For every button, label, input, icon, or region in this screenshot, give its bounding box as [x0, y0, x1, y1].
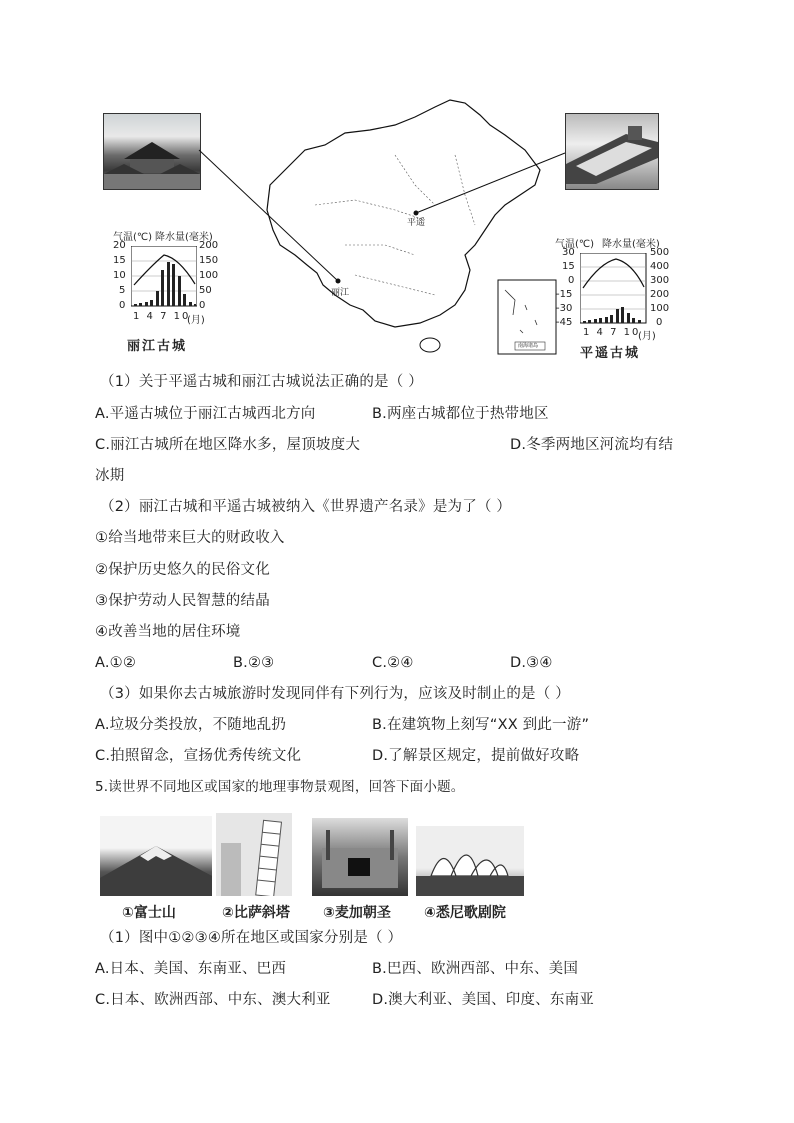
q5-1-stem: （1）图中①②③④所在地区或国家分别是（ ）	[100, 930, 403, 946]
right-tick-0: 0	[568, 275, 575, 286]
right-chart-xunit: (月)	[638, 331, 656, 342]
q1-option-d-cont: 冰期	[95, 468, 125, 484]
right-chart-caption: 平遥古城	[580, 346, 641, 361]
q3-option-a[interactable]: A.垃圾分类投放，不随地乱扔	[95, 717, 287, 733]
left-chart-xticks: 1 4 7 10	[133, 311, 191, 322]
left-chart-plot	[131, 246, 197, 308]
q3-option-b[interactable]: B.在建筑物上刻写“XX 到此一游”	[372, 717, 590, 733]
q2-option-b[interactable]: B.②③	[233, 655, 275, 671]
mountain-image	[100, 816, 212, 896]
right-rtick-500: 500	[650, 247, 670, 258]
mosque-image	[312, 818, 408, 896]
inset-label: 南海诸岛	[518, 343, 539, 349]
left-chart-caption: 丽江古城	[127, 339, 188, 354]
left-chart-rain-title: 降水量(毫米)	[155, 232, 213, 243]
right-chart-xticks: 1 4 7 10	[583, 327, 641, 338]
left-rtick-150: 150	[199, 255, 219, 266]
pisa-photo	[216, 813, 292, 896]
left-tick-20: 20	[113, 240, 126, 251]
figure-china-map	[95, 95, 705, 365]
q1-stem: （1）关于平遥古城和丽江古城说法正确的是（ ）	[100, 374, 423, 390]
q1-option-b[interactable]: B.两座古城都位于热带地区	[372, 406, 549, 422]
left-tick-10: 10	[113, 270, 126, 281]
left-chart-xunit: (月)	[187, 315, 205, 326]
left-rtick-200: 200	[199, 240, 219, 251]
q5-1-option-c[interactable]: C.日本、欧洲西部、中东、澳大利亚	[95, 992, 331, 1008]
q3-option-d[interactable]: D.了解景区规定，提前做好攻略	[372, 748, 580, 764]
left-chart-temp-title: 气温(℃)	[113, 232, 153, 243]
right-tick-m15: -15	[556, 289, 573, 300]
q5-1-option-a[interactable]: A.日本、美国、东南亚、巴西	[95, 961, 287, 977]
q2-stem: （2）丽江古城和平遥古城被纳入《世界遗产名录》是为了（ ）	[100, 499, 512, 515]
sydney-photo	[416, 826, 524, 896]
q1-option-a[interactable]: A.平遥古城位于丽江古城西北方向	[95, 406, 316, 422]
q1-option-c[interactable]: C.丽江古城所在地区降水多，屋顶坡度大	[95, 437, 361, 453]
right-tick-30: 30	[562, 247, 575, 258]
left-tick-15: 15	[113, 255, 126, 266]
caption-mecca: ③麦加朝圣	[323, 905, 391, 921]
q3-option-c[interactable]: C.拍照留念，宣扬优秀传统文化	[95, 748, 302, 764]
right-chart-plot	[580, 253, 648, 325]
q5-1-option-b[interactable]: B.巴西、欧洲西部、中东、美国	[372, 961, 579, 977]
caption-fuji: ①富士山	[122, 905, 176, 921]
q2-statement-3: ③保护劳动人民智慧的结晶	[95, 593, 270, 609]
opera-house-image	[416, 826, 524, 896]
landscape-figure	[98, 808, 528, 923]
mecca-photo	[312, 818, 408, 896]
q2-option-c[interactable]: C.②④	[372, 655, 414, 671]
left-rtick-50: 50	[199, 285, 212, 296]
right-rtick-400: 400	[650, 261, 670, 272]
right-tick-m30: -30	[556, 303, 573, 314]
q2-option-a[interactable]: A.①②	[95, 655, 137, 671]
tower-image	[216, 813, 292, 896]
q3-stem: （3）如果你去古城旅游时发现同伴有下列行为，应该及时制止的是（ ）	[100, 686, 570, 702]
fuji-photo	[100, 816, 212, 896]
left-rtick-100: 100	[199, 270, 219, 281]
q2-option-d[interactable]: D.③④	[510, 655, 553, 671]
right-rtick-200: 200	[650, 289, 670, 300]
q1-option-d[interactable]: D.冬季两地区河流均有结	[510, 437, 674, 453]
q5-title: 5.读世界不同地区或国家的地理事物景观图，回答下面小题。	[95, 779, 465, 795]
q2-statement-2: ②保护历史悠久的民俗文化	[95, 562, 270, 578]
right-chart-temp-title: 气温(℃)	[555, 239, 595, 250]
q2-statement-1: ①给当地带来巨大的财政收入	[95, 530, 285, 546]
left-tick-0: 0	[119, 300, 126, 311]
caption-pisa: ②比萨斜塔	[222, 905, 290, 921]
lijiang-map-label: 丽江	[331, 288, 350, 298]
left-rtick-0: 0	[199, 300, 206, 311]
q2-statement-4: ④改善当地的居住环境	[95, 624, 241, 640]
left-tick-5: 5	[119, 285, 126, 296]
right-rtick-300: 300	[650, 275, 670, 286]
lijiang-climate-chart	[105, 228, 235, 358]
pingyao-climate-chart	[550, 235, 700, 365]
pingyao-map-label: 平遥	[407, 218, 426, 228]
right-rtick-100: 100	[650, 303, 670, 314]
right-tick-15: 15	[562, 261, 575, 272]
right-chart-rain-title: 降水量(毫米)	[602, 239, 660, 250]
right-rtick-0: 0	[656, 317, 663, 328]
caption-sydney: ④悉尼歌剧院	[424, 905, 506, 921]
q5-1-option-d[interactable]: D.澳大利亚、美国、印度、东南亚	[372, 992, 594, 1008]
right-tick-m45: -45	[556, 317, 573, 328]
